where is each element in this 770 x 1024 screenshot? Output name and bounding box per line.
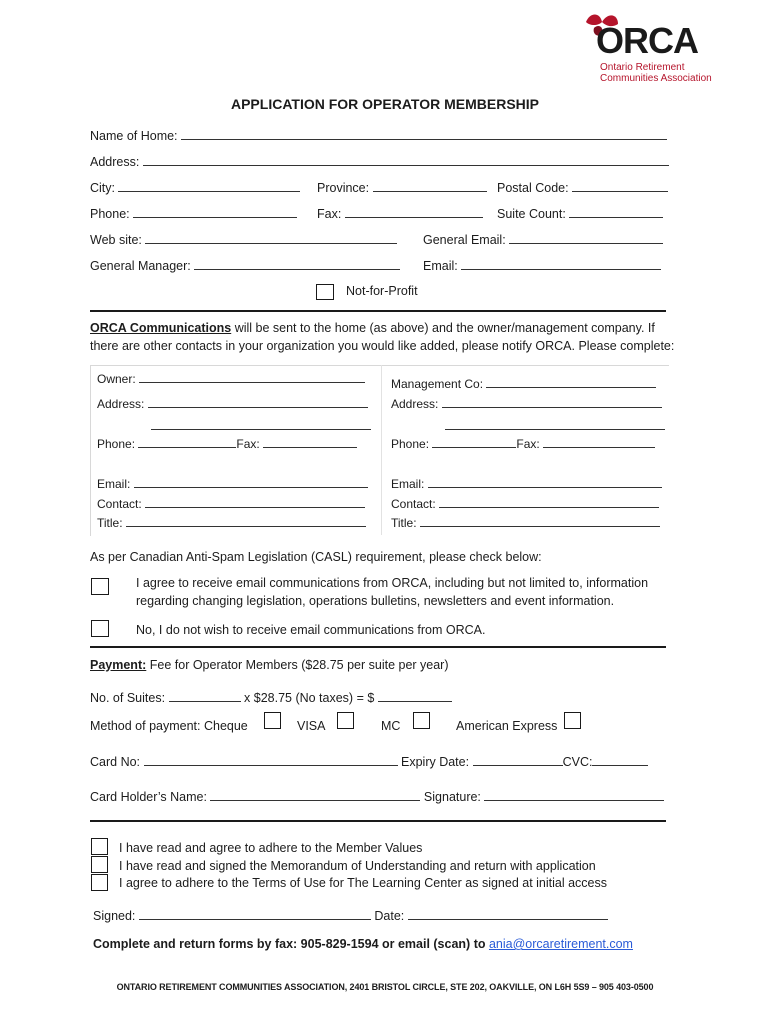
owner-title-label: Title: — [97, 516, 123, 530]
owner-contact-label: Contact: — [97, 497, 142, 511]
signature-field[interactable] — [484, 789, 664, 801]
postal-code-label: Postal Code: — [497, 181, 569, 195]
general-email-row — [423, 232, 663, 247]
total-field[interactable] — [378, 690, 452, 702]
expiry-field[interactable] — [473, 754, 563, 766]
terms-checkbox[interactable] — [91, 874, 108, 891]
mgmt-phone-row — [391, 436, 655, 451]
divider-2 — [90, 646, 666, 648]
casl-agree-checkbox[interactable] — [91, 578, 109, 595]
city-row — [90, 180, 300, 195]
signed-field[interactable] — [139, 908, 371, 920]
casl-agree-line-1: I agree to receive email communications from ORCA, including but not limited to, information — [136, 576, 649, 590]
fax-field[interactable] — [345, 206, 483, 218]
member-values-text: I have read and agree to adhere to the Member Values — [119, 841, 423, 855]
mgmt-address-field-2[interactable] — [445, 418, 665, 430]
suite-count-label: Suite Count: — [497, 207, 566, 221]
fax-label: Fax: — [317, 207, 342, 221]
logo-line-1: Ontario Retirement — [600, 62, 685, 73]
payment-heading: Payment: — [90, 658, 147, 672]
mgmt-contact-label: Contact: — [391, 497, 436, 511]
mgmt-address-field[interactable] — [442, 396, 662, 408]
owner-address-label: Address: — [97, 397, 145, 411]
general-manager-label: General Manager: — [90, 259, 191, 273]
casl-decline-text: No, I do not wish to receive email communications from ORCA. — [136, 623, 486, 637]
orca-logo — [580, 12, 730, 84]
website-label: Web site: — [90, 233, 142, 247]
member-values-checkbox[interactable] — [91, 838, 108, 855]
owner-email-label: Email: — [97, 477, 131, 491]
website-row — [90, 232, 397, 247]
mgmt-phone-label: Phone: — [391, 437, 430, 451]
mgmt-fax-field[interactable] — [543, 436, 655, 448]
mgmt-contact-field[interactable] — [439, 496, 659, 508]
comms-heading: ORCA Communications — [90, 321, 232, 335]
owner-title-row — [97, 515, 366, 530]
owner-address-field[interactable] — [148, 396, 368, 408]
management-co-field[interactable] — [486, 376, 656, 388]
owner-fax-field[interactable] — [263, 436, 357, 448]
signature-label: Signature: — [423, 790, 481, 804]
address-row — [90, 154, 669, 169]
phone-label: Phone: — [90, 207, 130, 221]
signed-label: Signed: — [93, 909, 136, 923]
mgmt-title-row — [391, 515, 660, 530]
owner-field[interactable] — [139, 371, 365, 383]
amex-checkbox[interactable] — [564, 712, 581, 729]
name-of-home-field[interactable] — [181, 128, 667, 140]
postal-code-field[interactable] — [572, 180, 668, 192]
holder-label: Card Holder’s Name: — [90, 790, 207, 804]
website-field[interactable] — [145, 232, 397, 244]
mgmt-title-field[interactable] — [420, 515, 660, 527]
gm-email-label: Email: — [423, 259, 458, 273]
comms-paragraph-line-1 — [90, 321, 655, 335]
suite-count-row — [497, 206, 663, 221]
date-field[interactable] — [408, 908, 608, 920]
gm-email-row — [423, 258, 661, 273]
owner-phone-field[interactable] — [138, 436, 236, 448]
owner-address-field-2[interactable] — [151, 418, 371, 430]
cvc-field[interactable] — [592, 754, 648, 766]
logo-line-2: Communities Association — [600, 73, 712, 84]
email-link[interactable]: ania@orcaretirement.com — [488, 937, 633, 951]
address-field[interactable] — [143, 154, 669, 166]
payment-heading-row — [90, 658, 449, 672]
not-for-profit-label: Not-for-Profit — [346, 284, 418, 298]
management-co-label: Management Co: — [391, 377, 484, 391]
divider-3 — [90, 820, 666, 822]
mou-checkbox[interactable] — [91, 856, 108, 873]
mgmt-phone-field[interactable] — [432, 436, 516, 448]
mgmt-email-field[interactable] — [428, 476, 662, 488]
owner-fax-label: Fax: — [236, 437, 260, 451]
province-row — [317, 180, 487, 195]
phone-field[interactable] — [133, 206, 297, 218]
comms-line-1: will be sent to the home (as above) and the owner/management company. If — [231, 321, 655, 335]
suites-label: No. of Suites: — [90, 691, 166, 705]
mgmt-contact-row — [391, 496, 659, 511]
expiry-label: Expiry Date: — [401, 755, 470, 769]
return-row — [93, 937, 633, 951]
owner-row — [97, 371, 365, 386]
not-for-profit-checkbox[interactable] — [316, 284, 334, 300]
owner-email-row — [97, 476, 368, 491]
casl-intro: As per Canadian Anti-Spam Legislation (CASL) requirement, please check below: — [90, 550, 542, 564]
return-text: Complete and return forms by fax: 905-829-1594 or email (scan) to — [93, 937, 489, 951]
suites-multiplier: x $28.75 (No taxes) = $ — [244, 691, 375, 705]
card-no-field[interactable] — [144, 754, 398, 766]
mgmt-fax-label: Fax: — [516, 437, 540, 451]
city-label: City: — [90, 181, 115, 195]
mc-label: MC — [381, 719, 401, 733]
mgmt-email-label: Email: — [391, 477, 425, 491]
management-co-row — [391, 376, 656, 391]
amex-label: American Express — [456, 719, 558, 733]
suite-count-field[interactable] — [569, 206, 663, 218]
visa-label: VISA — [297, 719, 326, 733]
owner-contact-row — [97, 496, 365, 511]
general-email-label: General Email: — [423, 233, 506, 247]
gm-email-field[interactable] — [461, 258, 661, 270]
mgmt-address-row — [391, 396, 662, 411]
general-manager-row — [90, 258, 400, 273]
payment-method-row — [90, 719, 248, 733]
owner-title-field[interactable] — [126, 515, 366, 527]
mc-checkbox[interactable] — [413, 712, 430, 729]
mgmt-email-row — [391, 476, 662, 491]
card-no-label: Card No: — [90, 755, 141, 769]
divider-1 — [90, 310, 666, 312]
payment-method-label: Method of payment: — [90, 719, 201, 733]
card-row — [90, 754, 648, 769]
casl-agree-line-2: regarding changing legislation, operations bulletins, newsletters and event information. — [136, 594, 615, 608]
name-of-home-label: Name of Home: — [90, 129, 178, 143]
province-field[interactable] — [373, 180, 487, 192]
mgmt-address-label: Address: — [391, 397, 439, 411]
owner-email-field[interactable] — [134, 476, 368, 488]
general-manager-field[interactable] — [194, 258, 400, 270]
logo-wordmark: ORCA — [596, 20, 698, 61]
owner-phone-row — [97, 436, 357, 451]
suites-row — [90, 690, 452, 705]
casl-decline-checkbox[interactable] — [91, 620, 109, 637]
page-title: APPLICATION FOR OPERATOR MEMBERSHIP — [230, 96, 539, 112]
suites-field[interactable] — [169, 690, 241, 702]
comms-line-2: there are other contacts in your organization you would like added, please notify ORCA. Please complete: — [90, 339, 675, 353]
owner-label: Owner: — [97, 372, 136, 386]
general-email-field[interactable] — [509, 232, 663, 244]
cheque-label: Cheque — [203, 719, 248, 733]
mgmt-title-label: Title: — [391, 516, 417, 530]
cheque-checkbox[interactable] — [264, 712, 281, 729]
owner-phone-label: Phone: — [97, 437, 136, 451]
mou-text: I have read and signed the Memorandum of Understanding and return with application — [119, 859, 596, 873]
payment-fee: Fee for Operator Members ($28.75 per suite per year) — [149, 658, 449, 672]
holder-row — [90, 789, 664, 804]
visa-checkbox[interactable] — [337, 712, 354, 729]
address-label: Address: — [90, 155, 140, 169]
postal-code-row — [497, 180, 668, 195]
contacts-box-divider — [381, 365, 382, 535]
province-label: Province: — [317, 181, 370, 195]
phone-row — [90, 206, 297, 221]
footer-address: ONTARIO RETIREMENT COMMUNITIES ASSOCIATION, 2401 BRISTOL CIRCLE, STE 202, OAKVILLE, ON L6H 5S9 – 905 403-0500 — [116, 982, 654, 992]
terms-text: I agree to adhere to the Terms of Use for The Learning Center as signed at initial access — [119, 876, 608, 890]
owner-address-row — [97, 396, 368, 411]
name-of-home-row — [90, 128, 667, 143]
signed-row — [93, 908, 608, 923]
holder-field[interactable] — [210, 789, 420, 801]
date-label: Date: — [374, 909, 405, 923]
cvc-label: CVC: — [562, 755, 593, 769]
city-field[interactable] — [118, 180, 300, 192]
owner-contact-field[interactable] — [145, 496, 365, 508]
fax-row — [317, 206, 483, 221]
